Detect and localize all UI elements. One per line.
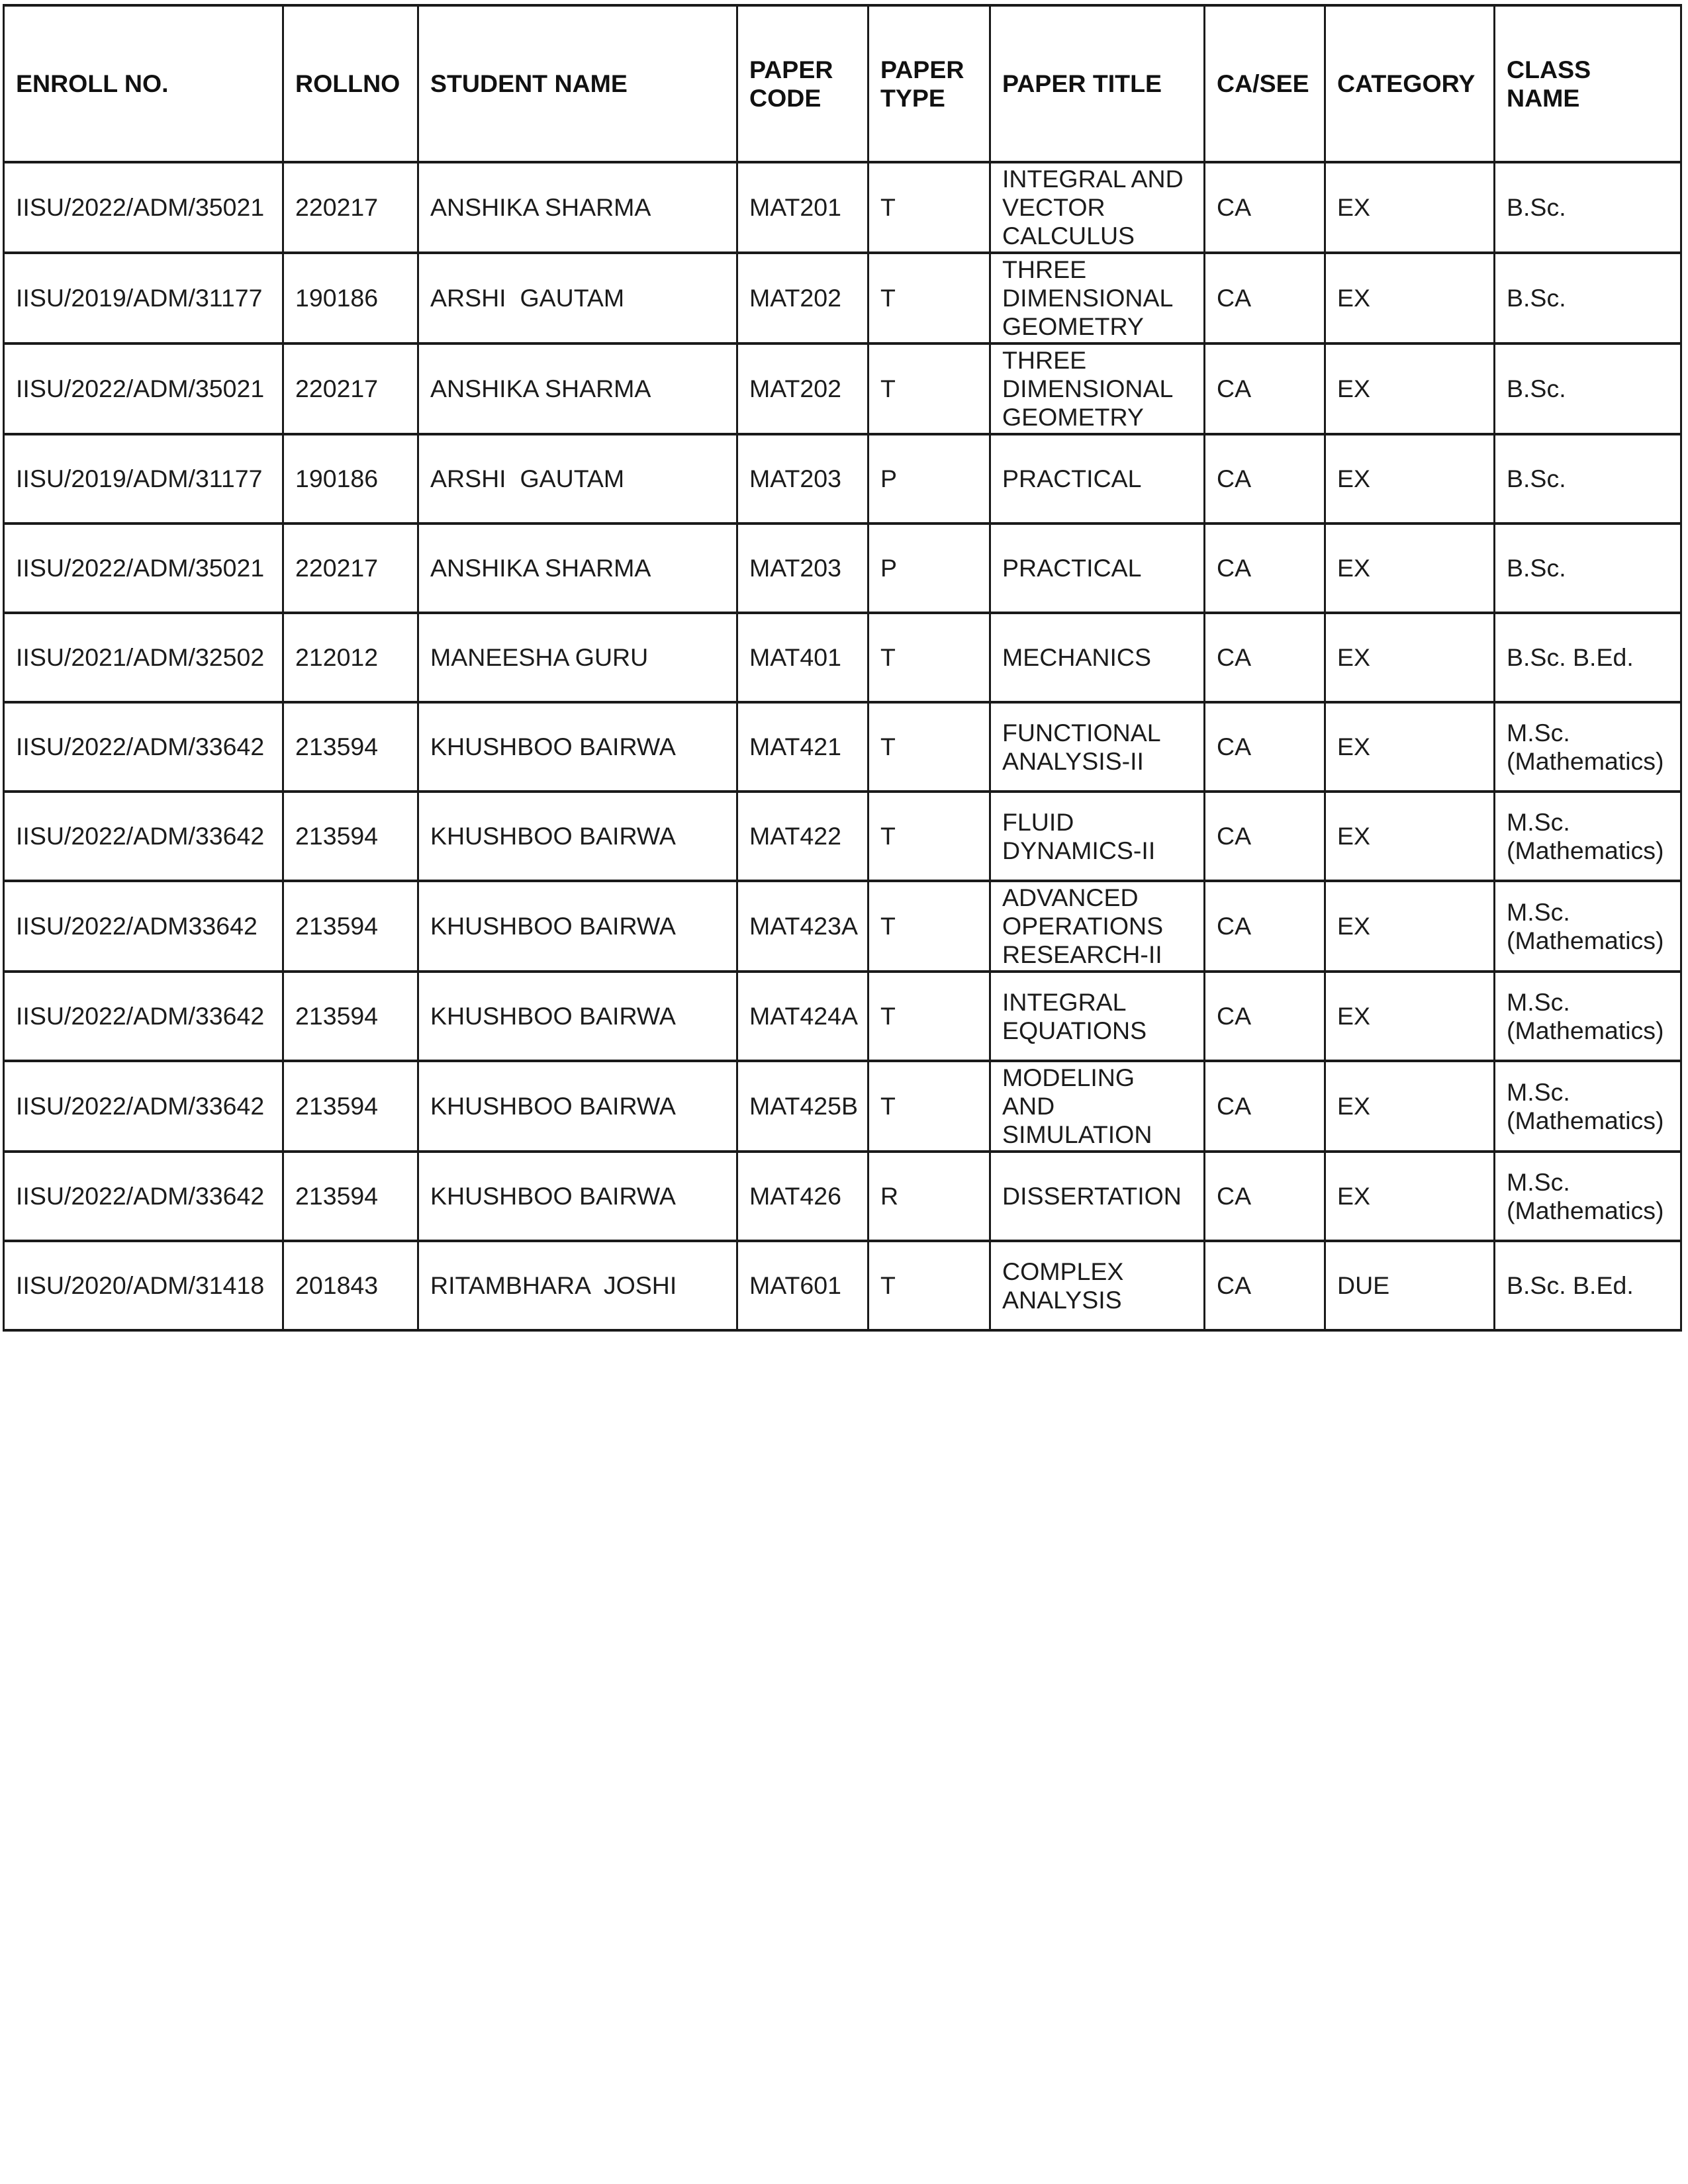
table-cell: B.Sc. — [1495, 253, 1681, 343]
table-cell: MAT426 — [737, 1152, 868, 1241]
table-cell: COMPLEX ANALYSIS — [990, 1241, 1205, 1330]
table-cell: MAT425B — [737, 1061, 868, 1152]
table-cell: CA — [1205, 792, 1325, 881]
column-header-paper-title: PAPER TITLE — [990, 5, 1205, 162]
table-cell: EX — [1325, 702, 1495, 792]
table-row — [4, 1241, 1681, 1330]
table-cell: T — [868, 881, 990, 972]
table-cell: INTEGRAL AND VECTOR CALCULUS — [990, 162, 1205, 253]
table-cell: MAT422 — [737, 792, 868, 881]
table-cell: KHUSHBOO BAIRWA — [418, 1152, 737, 1241]
table-header — [4, 5, 1681, 162]
table-cell: 220217 — [283, 523, 418, 613]
table-cell: P — [868, 523, 990, 613]
table-cell: 213594 — [283, 702, 418, 792]
table-cell: MAT601 — [737, 1241, 868, 1330]
table-cell: THREE DIMENSIONAL GEOMETRY — [990, 343, 1205, 434]
table-cell: IISU/2019/ADM/31177 — [4, 434, 283, 523]
table-cell: IISU/2022/ADM/35021 — [4, 343, 283, 434]
table-cell: KHUSHBOO BAIRWA — [418, 881, 737, 972]
header-row — [4, 5, 1681, 162]
table-cell: EX — [1325, 881, 1495, 972]
table-cell: ARSHI GAUTAM — [418, 253, 737, 343]
table-cell: IISU/2022/ADM/35021 — [4, 162, 283, 253]
table-cell: EX — [1325, 434, 1495, 523]
table-cell: T — [868, 162, 990, 253]
table-cell: B.Sc. B.Ed. — [1495, 613, 1681, 702]
table-row — [4, 162, 1681, 253]
table-cell: INTEGRAL EQUATIONS — [990, 972, 1205, 1061]
table-cell: CA — [1205, 343, 1325, 434]
table-cell: 190186 — [283, 253, 418, 343]
table-row — [4, 1152, 1681, 1241]
table-cell: T — [868, 702, 990, 792]
table-cell: IISU/2022/ADM/33642 — [4, 792, 283, 881]
column-header-ca-see: CA/SEE — [1205, 5, 1325, 162]
table-cell: ARSHI GAUTAM — [418, 434, 737, 523]
table-cell: EX — [1325, 972, 1495, 1061]
table-cell: 213594 — [283, 1061, 418, 1152]
table-cell: M.Sc. (Mathematics) — [1495, 1061, 1681, 1152]
table-cell: ANSHIKA SHARMA — [418, 523, 737, 613]
table-cell: FLUID DYNAMICS-II — [990, 792, 1205, 881]
table-cell: ANSHIKA SHARMA — [418, 162, 737, 253]
table-cell: CA — [1205, 702, 1325, 792]
table-cell: MAT203 — [737, 434, 868, 523]
table-cell: IISU/2022/ADM/33642 — [4, 972, 283, 1061]
table-cell: IISU/2019/ADM/31177 — [4, 253, 283, 343]
table-cell: IISU/2022/ADM33642 — [4, 881, 283, 972]
table-cell: IISU/2022/ADM/35021 — [4, 523, 283, 613]
table-cell: IISU/2022/ADM/33642 — [4, 1152, 283, 1241]
table-cell: MAT202 — [737, 253, 868, 343]
table-cell: B.Sc. — [1495, 434, 1681, 523]
table-cell: EX — [1325, 523, 1495, 613]
table-cell: CA — [1205, 1241, 1325, 1330]
table-row — [4, 702, 1681, 792]
column-header-enroll-no: ENROLL NO. — [4, 5, 283, 162]
table-cell: ANSHIKA SHARMA — [418, 343, 737, 434]
table-cell: MAT203 — [737, 523, 868, 613]
table-cell: EX — [1325, 1152, 1495, 1241]
table-row — [4, 253, 1681, 343]
table-cell: CA — [1205, 881, 1325, 972]
table-cell: 213594 — [283, 792, 418, 881]
table-cell: CA — [1205, 162, 1325, 253]
table-cell: 212012 — [283, 613, 418, 702]
table-row — [4, 972, 1681, 1061]
table-cell: P — [868, 434, 990, 523]
table-cell: DUE — [1325, 1241, 1495, 1330]
table-body — [4, 162, 1681, 1330]
column-header-student-name: STUDENT NAME — [418, 5, 737, 162]
table-cell: M.Sc. (Mathematics) — [1495, 702, 1681, 792]
table-cell: 213594 — [283, 881, 418, 972]
table-cell: CA — [1205, 613, 1325, 702]
table-cell: CA — [1205, 523, 1325, 613]
table-cell: EX — [1325, 343, 1495, 434]
table-cell: T — [868, 1061, 990, 1152]
table-cell: KHUSHBOO BAIRWA — [418, 792, 737, 881]
table-cell: DISSERTATION — [990, 1152, 1205, 1241]
table-cell: B.Sc. — [1495, 343, 1681, 434]
column-header-rollno: ROLLNO — [283, 5, 418, 162]
table-row — [4, 792, 1681, 881]
table-cell: M.Sc. (Mathematics) — [1495, 881, 1681, 972]
table-cell: RITAMBHARA JOSHI — [418, 1241, 737, 1330]
table-cell: IISU/2021/ADM/32502 — [4, 613, 283, 702]
table-cell: CA — [1205, 434, 1325, 523]
table-cell: MAT401 — [737, 613, 868, 702]
table-row — [4, 1061, 1681, 1152]
table-cell: B.Sc. B.Ed. — [1495, 1241, 1681, 1330]
table-cell: PRACTICAL — [990, 523, 1205, 613]
table-cell: CA — [1205, 253, 1325, 343]
table-cell: R — [868, 1152, 990, 1241]
table-cell: CA — [1205, 972, 1325, 1061]
table-cell: B.Sc. — [1495, 523, 1681, 613]
table-cell: T — [868, 613, 990, 702]
table-cell: 190186 — [283, 434, 418, 523]
table-row — [4, 434, 1681, 523]
table-cell: KHUSHBOO BAIRWA — [418, 1061, 737, 1152]
table-row — [4, 881, 1681, 972]
table-cell: PRACTICAL — [990, 434, 1205, 523]
table-cell: 213594 — [283, 972, 418, 1061]
table-row — [4, 523, 1681, 613]
table-cell: MAT201 — [737, 162, 868, 253]
table-row — [4, 613, 1681, 702]
table-row — [4, 343, 1681, 434]
table-cell: IISU/2022/ADM/33642 — [4, 702, 283, 792]
table-cell: T — [868, 253, 990, 343]
table-cell: 220217 — [283, 343, 418, 434]
table-cell: EX — [1325, 792, 1495, 881]
table-cell: 201843 — [283, 1241, 418, 1330]
table-cell: EX — [1325, 253, 1495, 343]
table-cell: CA — [1205, 1061, 1325, 1152]
table-cell: MANEESHA GURU — [418, 613, 737, 702]
table-cell: IISU/2020/ADM/31418 — [4, 1241, 283, 1330]
table-cell: MAT424A — [737, 972, 868, 1061]
table-cell: B.Sc. — [1495, 162, 1681, 253]
column-header-paper-type: PAPER TYPE — [868, 5, 990, 162]
table-cell: EX — [1325, 613, 1495, 702]
table-cell: MAT423A — [737, 881, 868, 972]
column-header-paper-code: PAPER CODE — [737, 5, 868, 162]
table-cell: MAT421 — [737, 702, 868, 792]
table-cell: MODELING AND SIMULATION — [990, 1061, 1205, 1152]
table-cell: EX — [1325, 1061, 1495, 1152]
table-cell: MECHANICS — [990, 613, 1205, 702]
table-cell: 220217 — [283, 162, 418, 253]
table-cell: M.Sc. (Mathematics) — [1495, 972, 1681, 1061]
table-cell: M.Sc. (Mathematics) — [1495, 792, 1681, 881]
table-cell: MAT202 — [737, 343, 868, 434]
student-papers-table — [3, 4, 1682, 1332]
table-cell: IISU/2022/ADM/33642 — [4, 1061, 283, 1152]
table-cell: T — [868, 972, 990, 1061]
table-cell: THREE DIMENSIONAL GEOMETRY — [990, 253, 1205, 343]
table-cell: ADVANCED OPERATIONS RESEARCH-II — [990, 881, 1205, 972]
table-cell: T — [868, 343, 990, 434]
table-cell: EX — [1325, 162, 1495, 253]
column-header-class-name: CLASS NAME — [1495, 5, 1681, 162]
column-header-category: CATEGORY — [1325, 5, 1495, 162]
table-cell: M.Sc. (Mathematics) — [1495, 1152, 1681, 1241]
table-cell: T — [868, 792, 990, 881]
table-cell: KHUSHBOO BAIRWA — [418, 702, 737, 792]
table-cell: 213594 — [283, 1152, 418, 1241]
table-cell: CA — [1205, 1152, 1325, 1241]
table-cell: T — [868, 1241, 990, 1330]
table-cell: KHUSHBOO BAIRWA — [418, 972, 737, 1061]
table-cell: FUNCTIONAL ANALYSIS-II — [990, 702, 1205, 792]
